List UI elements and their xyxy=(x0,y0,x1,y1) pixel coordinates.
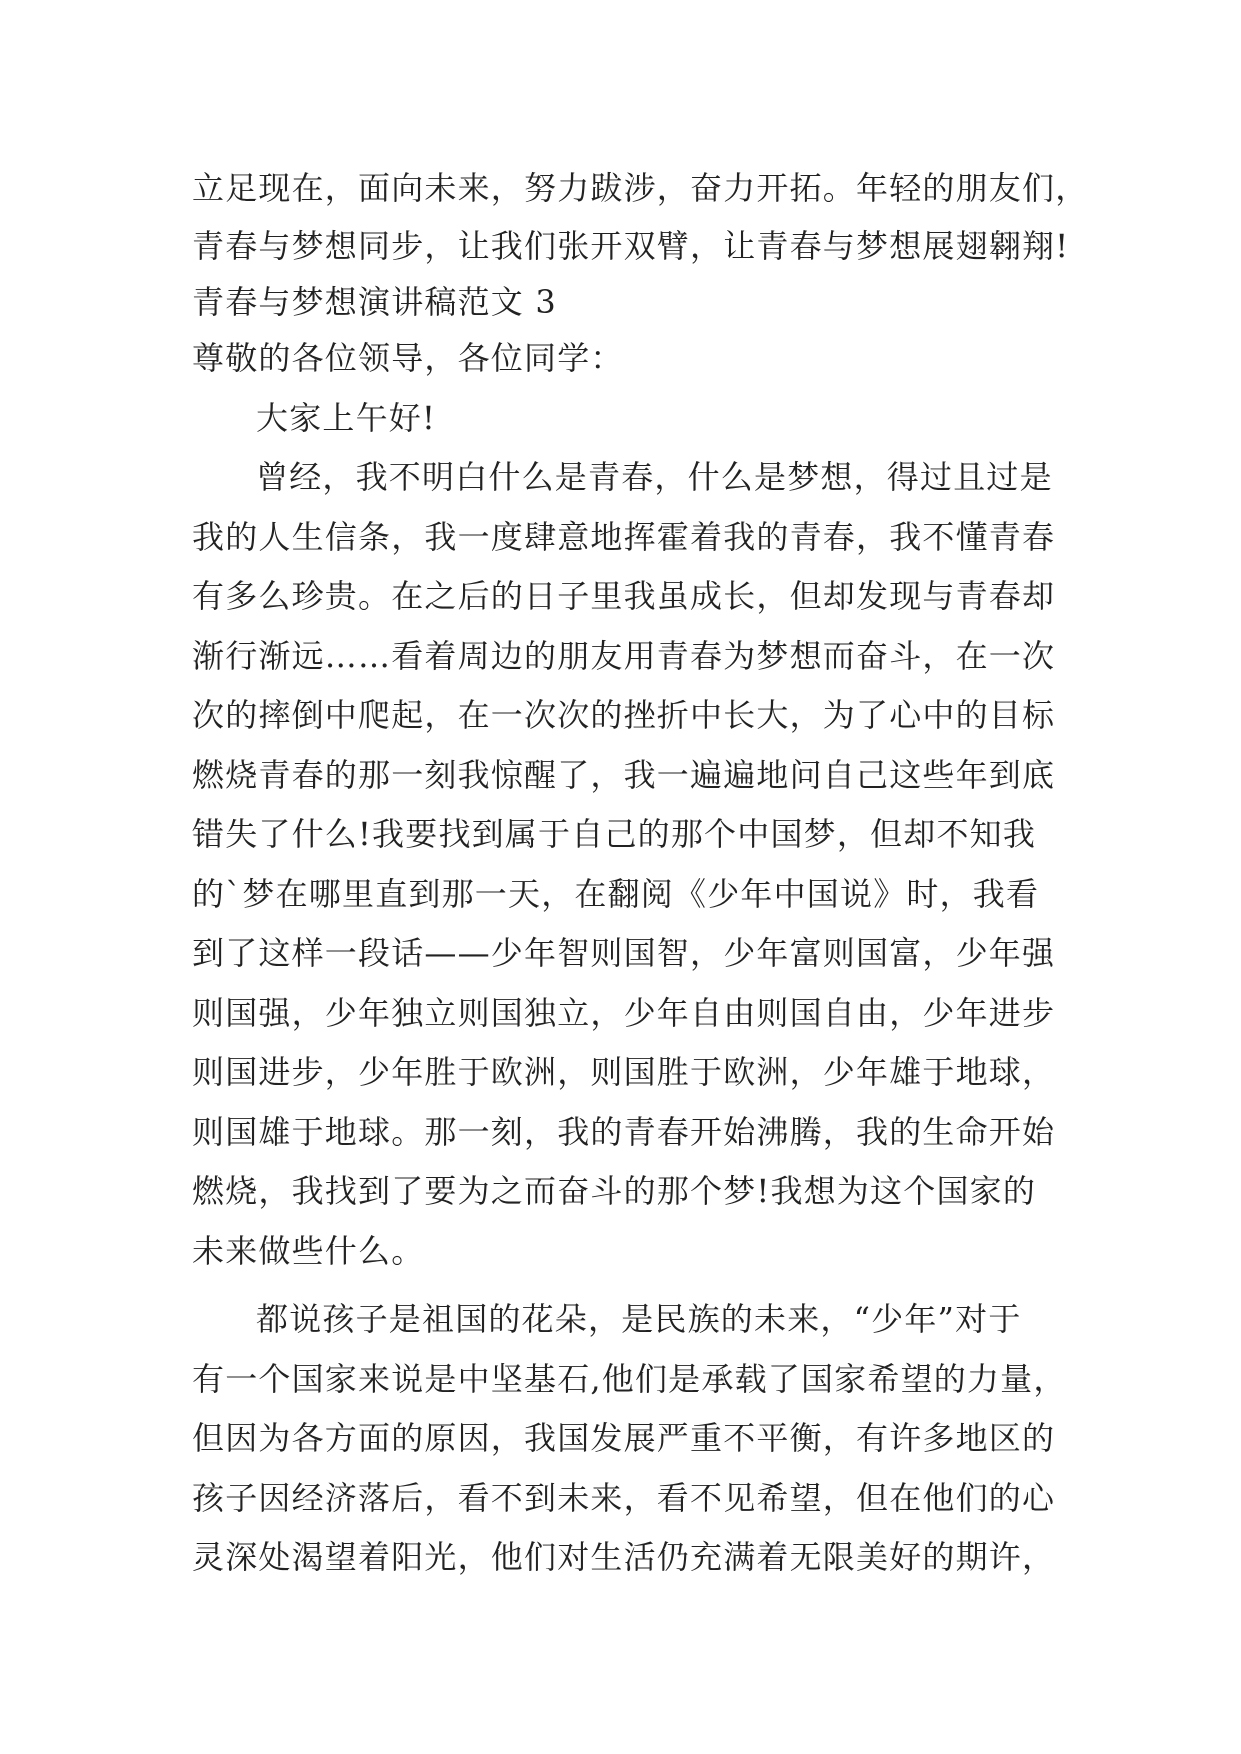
text-line: 未来做些什么。 xyxy=(192,1232,425,1270)
paragraph-first-line: 曾经，我不明白什么是青春，什么是梦想，得过且过是 xyxy=(256,458,1053,496)
text-line: 有多么珍贵。在之后的日子里我虽成长，但却发现与青春却 xyxy=(192,577,1056,615)
text-line: 我的人生信条，我一度肆意地挥霍着我的青春，我不懂青春 xyxy=(192,518,1056,556)
greeting: 大家上午好! xyxy=(256,399,437,437)
text-line: 燃烧，我找到了要为之而奋斗的那个梦!我想为这个国家的 xyxy=(192,1172,1037,1210)
text-line: 则国强，少年独立则国独立，少年自由则国自由，少年进步 xyxy=(192,994,1056,1032)
text-line: 孩子因经济落后，看不到未来，看不见希望，但在他们的心 xyxy=(192,1479,1056,1517)
text-line: 则国雄于地球。那一刻，我的青春开始沸腾，我的生命开始 xyxy=(192,1113,1056,1151)
text-line: 的`梦在哪里直到那一天，在翻阅《少年中国说》时，我看 xyxy=(192,875,1040,913)
text-line: 立足现在，面向未来，努力跋涉，奋力开拓。年轻的朋友们， xyxy=(192,169,1089,207)
text-line: 有一个国家来说是中坚基石,他们是承载了国家希望的力量， xyxy=(192,1360,1067,1398)
text-line: 燃烧青春的那一刻我惊醒了，我一遍遍地问自己这些年到底 xyxy=(192,756,1056,794)
text-line: 次的摔倒中爬起，在一次次的挫折中长大，为了心中的目标 xyxy=(192,696,1056,734)
text-line: 但因为各方面的原因，我国发展严重不平衡，有许多地区的 xyxy=(192,1419,1056,1457)
section-heading: 青春与梦想演讲稿范文 3 xyxy=(192,283,557,321)
paragraph-first-line: 都说孩子是祖国的花朵，是民族的未来，“少年”对于 xyxy=(256,1300,1022,1338)
text-line: 灵深处渴望着阳光，他们对生活仍充满着无限美好的期许， xyxy=(192,1538,1056,1576)
text-line: 青春与梦想同步，让我们张开双臂，让青春与梦想展翅翱翔! xyxy=(192,227,1070,265)
salutation: 尊敬的各位领导，各位同学： xyxy=(192,339,624,377)
text-line: 则国进步，少年胜于欧洲，则国胜于欧洲，少年雄于地球， xyxy=(192,1053,1056,1091)
text-line: 到了这样一段话——少年智则国智，少年富则国富，少年强 xyxy=(192,934,1056,972)
text-line: 渐行渐远……看着周边的朋友用青春为梦想而奋斗，在一次 xyxy=(192,637,1056,675)
text-line: 错失了什么!我要找到属于自己的那个中国梦，但却不知我 xyxy=(192,815,1037,853)
